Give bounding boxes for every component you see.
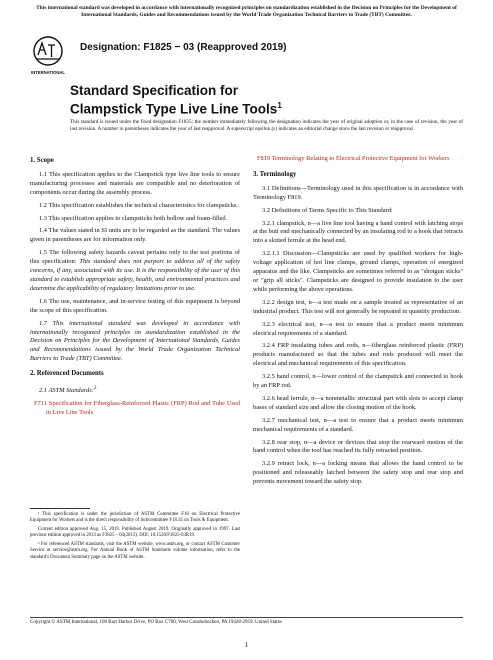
footnote-1-edition: Current edition approved Aug. 15, 2019. Published August 2019. Originally approved in 1997. Last previous edition approved in 2013 as F1825 – 03(2013). DOI: 10.1520/F1825-03R19.: [30, 527, 240, 539]
para-3-2-8: 3.2.8 rear stop, n—a device or devices that stop the rearward motion of the hand control when the tool has reached its fully retracted position.: [253, 438, 463, 455]
astm-international-logo-icon: [30, 35, 66, 77]
footnote-1: ¹ This specification is under the jurisdiction of ASTM Committee F18 on Electrical Protective Equipment for Workers and is the direct responsibility of Subcommittee F18.35 on Tools & Equipment.: [30, 512, 240, 524]
logo-text: INTERNATIONAL: [31, 70, 65, 75]
para-3-2-6: 3.2.6 head ferrule, n—a nonmetallic structural part with slots to accept clamp bases of standard size and allow the closing motion of the hook.: [253, 394, 463, 411]
terminology-heading: 3. Terminology: [253, 170, 297, 178]
astm-standards-subheading: 2.1 ASTM Standards:$^2$: [39, 385, 97, 395]
para-1-2: 1.2 This specification establishes the technical characteristics for clampsticks.: [39, 201, 238, 209]
left-column: [30, 155, 240, 422]
para-1-7: 1.7 This international standard was developed in accordance with internationally recognized principles on standardization established in the Decision on Principles for the Development of International Standards, Guides and Recommendations issued by the World Trade Organization Technical Barriers to Trade (TBT) Committee.: [30, 319, 240, 363]
right-column: [253, 155, 463, 491]
reference-f819: F819 Terminology Relating to Electrical Protective Equipment for Workers: [257, 155, 450, 162]
para-3-2-5: 3.2.5 hand control, n—lower control of the clampstick and connected to hook by an FRP rod.: [253, 373, 463, 390]
document-title: [70, 83, 282, 117]
footnote-2-marker: 2: [93, 385, 97, 392]
copyright-line: Copyright © ASTM International, 100 Barr Harbor Drive, PO Box C700, West Conshohocken, PA 19428-2959. United States: [30, 617, 463, 626]
reference-f819-link[interactable]: F819: [257, 155, 271, 162]
para-3-2-4: 3.2.4 FRP insulating tubes and rods, n—fiberglass reinforced plastic (FRP) products manufactured so that the tubes and rods produced will meet the electrical and mechanical requirements of this specification.: [253, 342, 463, 368]
para-3-2-1-1: 3.2.1.1 Discussion—Clampsticks are used by qualified workers for high-voltage application of hot line clamps, ground clamps, operation of energized apparatus and the like. Clampsticks are sometimes referred to as "shotgun sticks" or "grip all sticks". Clampsticks are designed to provide insulation to the user while performing the above operations.: [253, 250, 463, 293]
para-3-2-2: 3.2.2 design test, n—a test made on a sample treated as representative of an industrial product. This test will not generally be repeated in quantity production.: [253, 298, 463, 315]
tbt-notice: This international standard was developed in accordance with internationally recognized principles on standardization established in the Decision on Principles for the Development of International Standards, Guides and Recommendations issued by the World Trade Organization Technical Barriers to Trade (TBT) Committee.: [36, 5, 457, 18]
scope-heading: 1. Scope: [30, 157, 54, 164]
para-1-5: 1.5 The following safety hazards caveat pertains only to the test portions of this specification: This standard does not purport to address all of the safety concerns, if any, associated with its use. It is the responsibility of the user of this standard to establish appropriate safety, health, and environmental practices and determine the applicability of regulatory limitations prior to use.: [30, 249, 240, 292]
reference-f711-link[interactable]: F711: [34, 400, 47, 408]
title-footnote-marker: 1: [277, 101, 282, 110]
reference-f711: F711 Specification for Fiberglass-Reinforced Plastic (FRP) Rod and Tube Used in Live Line Tools: [34, 400, 240, 416]
para-3-2: 3.2 Definitions of Terms Specific to This Standard:: [262, 206, 393, 214]
para-3-2-9: 3.2.9 retract lock, n—a locking means that allows the hand control to be positioned and releaseably latched between the safety stop and rear stop and prevents movement toward the safety stop.: [253, 460, 463, 486]
designation: Designation: F1825 − 03 (Reapproved 2019): [80, 42, 287, 53]
para-3-2-7: 3.2.7 mechanical test, n—a test to ensure that a product meets minimum mechanical requirements of a standard.: [253, 416, 463, 433]
footnotes: [30, 508, 240, 564]
para-3-2-1: 3.2.1 clampstick, n—a live line tool having a hand control with latching stops at the butt end mechanically connected by an insulating rod to a hook that retracts into a slotted ferrule at the head end.: [253, 219, 463, 245]
issue-note: This standard is issued under the fixed designation F1825; the number immediately following the designation indicates the year of original adoption or, in the case of revision, the year of last revision. A number in parentheses indicates the year of last reapproval. A superscript epsilon (ε) indicates an editorial change since the last revision or reapproval.: [70, 119, 463, 132]
footnote-2: ² For referenced ASTM standards, visit the ASTM website, www.astm.org, or contact ASTM Customer Service at service@astm.org. For Annual Book of ASTM Standards volume information, refer to the standard's Document Summary page on the ASTM website.: [30, 542, 240, 560]
page-number: 1: [244, 641, 249, 649]
para-1-6: 1.6 The use, maintenance, and in-service testing of this equipment is beyond the scope of this specification.: [30, 297, 240, 314]
para-3-2-3: 3.2.3 electrical test, n—a test to ensure that a product meets minimum electrical requirements of a standard.: [253, 320, 463, 337]
para-1-1: 1.1 This specification applies to the Clampstick type live line tools to ensure manufacturing processes and materials are compatible and no deterioration of components occur during the assembly process.: [30, 170, 240, 196]
referenced-documents-heading: 2. Referenced Documents: [30, 370, 104, 378]
title-line-2: Clampstick Type Live Line Tools$^1$: [70, 101, 282, 117]
para-1-3: 1.3 This specification applies to clampsticks both hollow and foam-filled.: [39, 214, 228, 222]
para-1-4: 1.4 The values stated in SI units are to be regarded as the standard. The values given in parentheses are for information only.: [30, 227, 240, 244]
title-line-1: Standard Specification for: [70, 83, 239, 98]
para-3-1: 3.1 Definitions—Terminology used in this specification is in accordance with Terminology F819.: [253, 184, 463, 201]
footnote-rule: [30, 508, 90, 509]
